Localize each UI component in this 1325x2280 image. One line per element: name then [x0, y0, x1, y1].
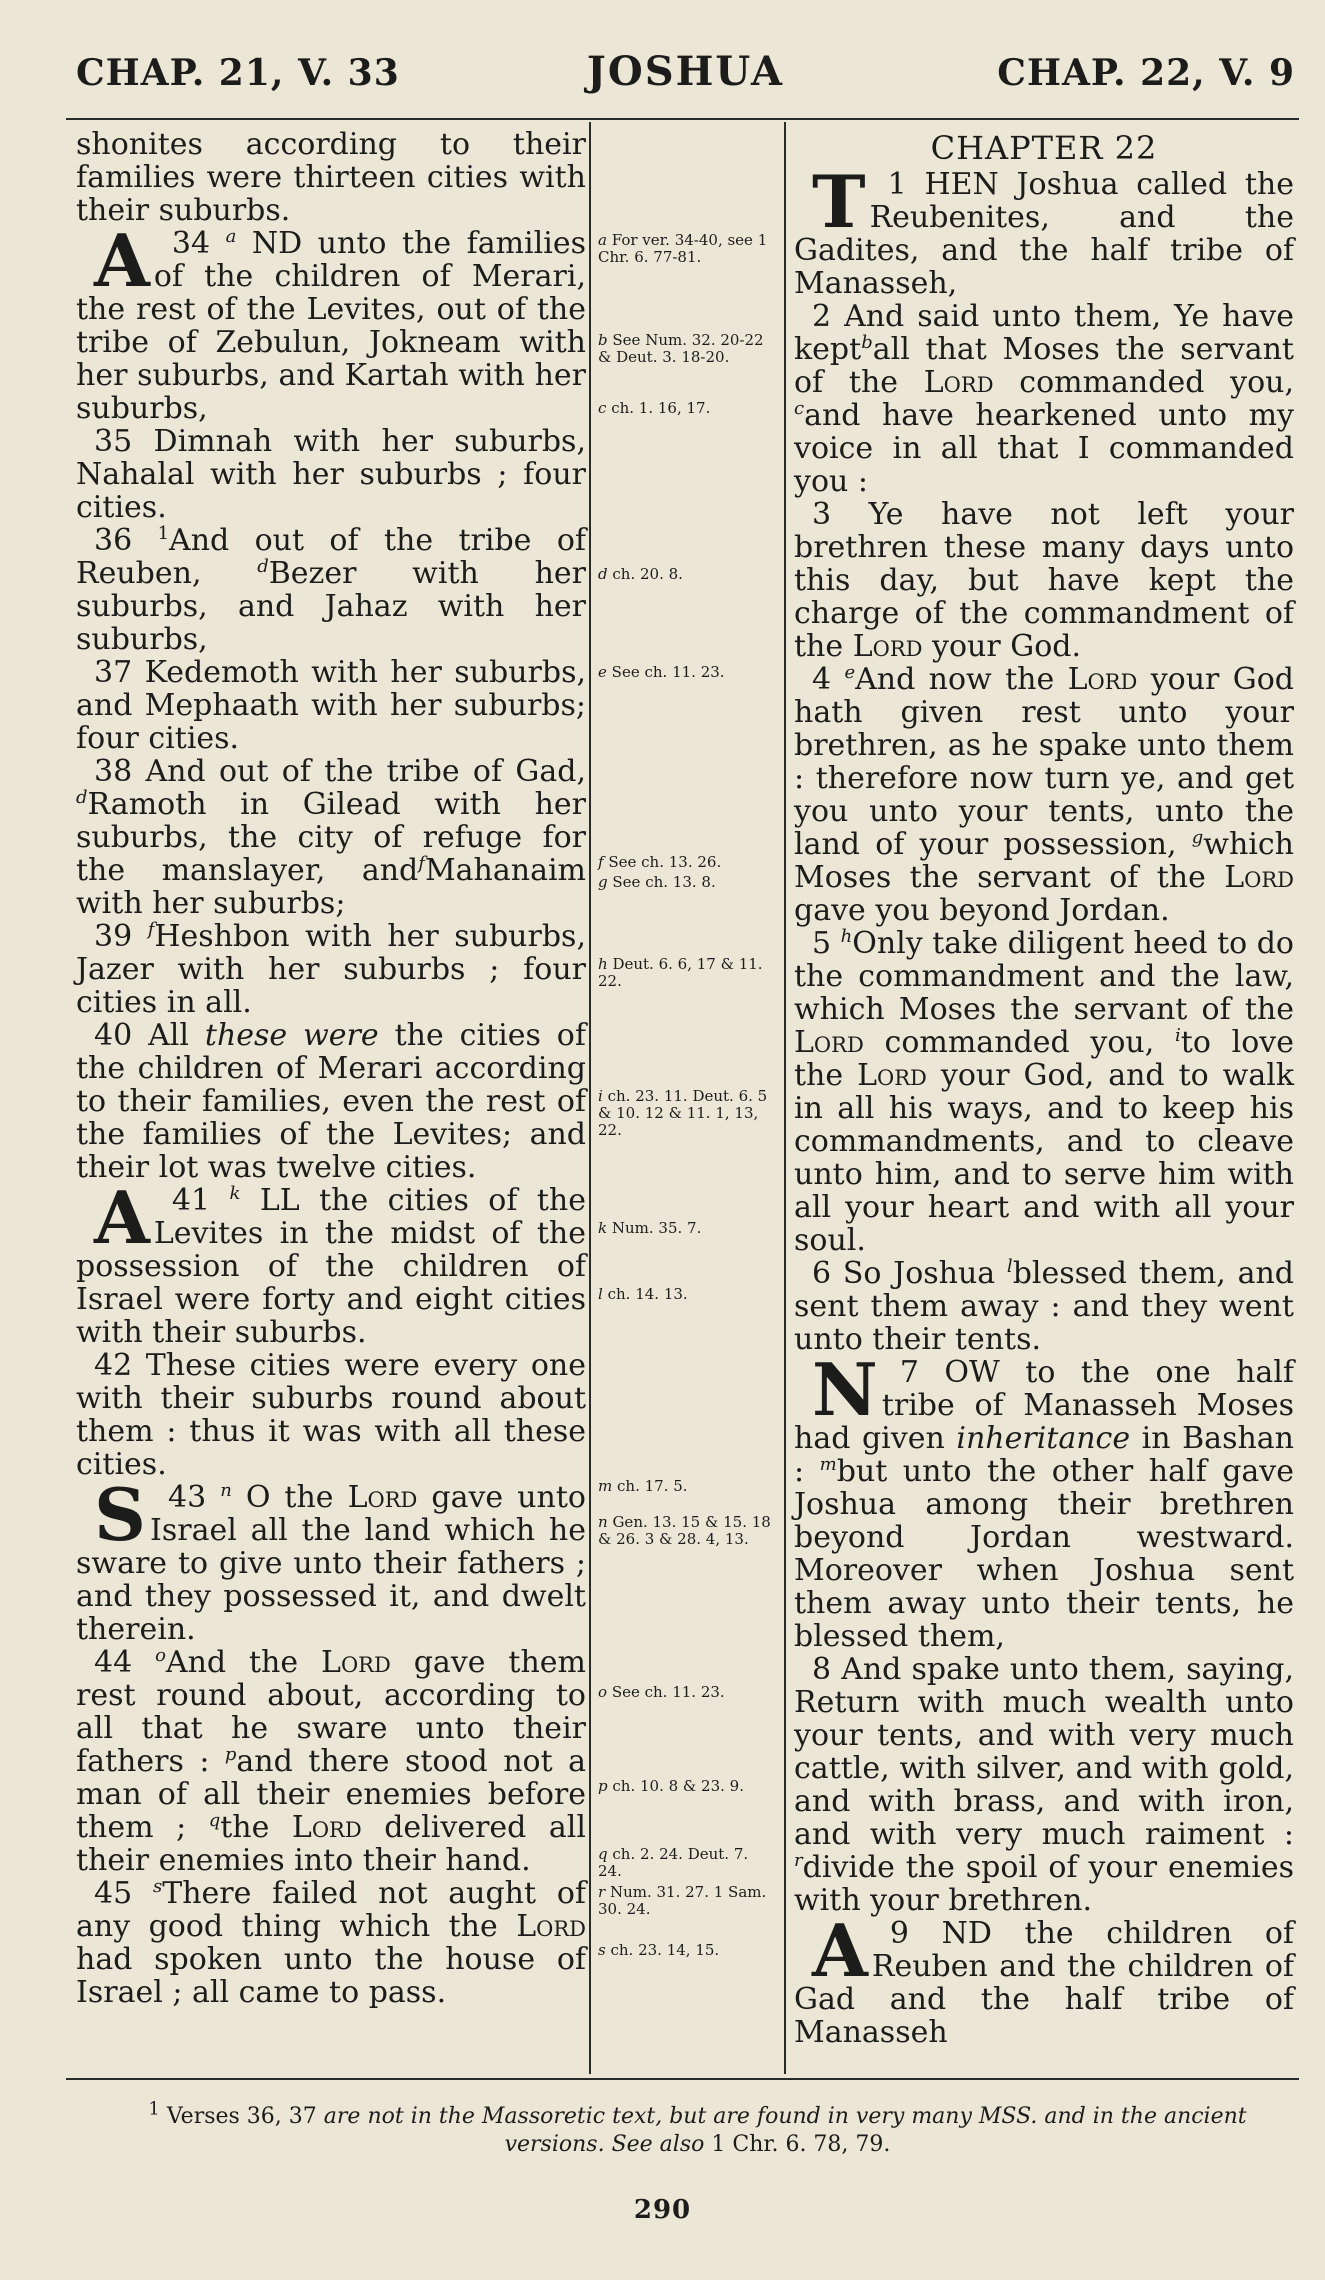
verse-text: And out of the tribe of Reuben, [76, 523, 586, 591]
verse-number: 41 [171, 1183, 211, 1218]
verse-text: LL the cities of the Levites in the midst of the possession of the children of Israel were forty and eight cities with their suburbs. [76, 1183, 586, 1350]
verse-number: 43 [168, 1480, 207, 1515]
reference-mark: d [257, 556, 269, 577]
ref-mark: o [598, 1683, 608, 1701]
running-header [76, 48, 1295, 112]
cross-reference [598, 232, 776, 266]
verse-text: blessed them, and sent them away : and they went unto their tents. [794, 1256, 1294, 1357]
ref-text: Deut. 6. 6, 17 & 11. 22. [598, 955, 763, 990]
ref-mark: m [598, 1477, 613, 1495]
divine-name: Lord [794, 1025, 864, 1060]
ref-text: ch. 23. 11. Deut. 6. 5 & 10. 12 & 11. 1, 13, 22. [598, 1087, 768, 1139]
verse-text: had spoken unto the house of Israel ; all came to pass. [76, 1942, 586, 2010]
ref-text: See ch. 13. 26. [608, 853, 722, 871]
ref-text: ch. 14. 13. [607, 1285, 688, 1303]
verse-45 [76, 1877, 586, 2009]
verse-text: divide the spoil of your enemies with your brethren. [794, 1850, 1294, 1918]
verse-text: HEN Joshua called the Reubenites, and the Gadites, and the half tribe of Manasseh, [794, 167, 1294, 301]
cross-reference [598, 1220, 776, 1237]
chapter-verse-right: CHAP. 22, V. 9 [997, 52, 1295, 94]
italic-text: inheritance [956, 1421, 1131, 1456]
verse-3 [794, 498, 1294, 663]
footnote-mark: 1 [157, 523, 170, 544]
footnote-text: Verses 36, 37 [166, 2104, 317, 2129]
verse-text: all that Moses the servant of the [794, 332, 1294, 400]
cross-reference [598, 854, 776, 871]
verse-text: gave unto Israel all the land which he sware to give unto their fathers ; and they possessed it, and dwelt therein. [76, 1480, 586, 1647]
ref-text: Num. 31. 27. 1 Sam. 30. 24. [598, 1883, 767, 1918]
cross-reference [598, 1478, 776, 1495]
divine-name: Lord [516, 1909, 586, 1944]
ref-text: ch. 23. 14, 15. [610, 1941, 720, 1959]
verse-42: 42 These cities were every one with their suburbs round about them : thus it was with all these cities. [76, 1348, 586, 1482]
verse-text: delivered all their enemies into their hand. [76, 1810, 586, 1878]
reference-mark: f [147, 919, 155, 940]
verse-2 [794, 300, 1294, 498]
footnote-italic: are not in the Massoretic text, but are found in very many MSS. and in the ancient versions. See also [323, 2104, 1247, 2157]
drop-cap: A [94, 1175, 150, 1260]
cross-reference [598, 332, 776, 366]
verse-text: ND the children of Reuben and the children of Gad and the half tribe of Manasseh [794, 1916, 1294, 2050]
verse-text: There failed not aught of any good thing which the [76, 1876, 586, 1944]
verse-number: 34 [171, 226, 211, 261]
verse-33-continuation: shonites according to their families were thirteen cities with their suburbs. [76, 127, 586, 228]
ref-text: See ch. 11. 23. [611, 663, 725, 681]
verse-text: Heshbon with her suburbs, Jazer with her suburbs ; four cities in all. [76, 919, 586, 1020]
reference-mark: f [418, 853, 425, 874]
ref-mark: b [598, 331, 608, 349]
verse-text: in Bashan : [794, 1421, 1294, 1489]
divine-name: Lord [347, 1480, 418, 1515]
footnote-mark: 1 [148, 2098, 160, 2120]
verse-39 [76, 920, 586, 1019]
cross-reference [598, 1942, 776, 1959]
divine-name: Lord [852, 629, 923, 664]
chapter-verse-left: CHAP. 21, V. 33 [76, 52, 400, 94]
verse-text: OW to the one half tribe of Manasseh Moses had given [794, 1355, 1294, 1456]
verse-text: And the [165, 1645, 299, 1680]
verse-44 [76, 1646, 586, 1877]
ref-text: For ver. 34-40, see 1 Chr. 6. 77-81. [598, 231, 768, 266]
reference-mark: h [840, 926, 853, 947]
cross-reference [598, 1684, 776, 1701]
verse-text: the cities of the children of Merari according to their families, even the rest of the families of the Levites; and their lot was twelve cities. [76, 1018, 586, 1185]
divine-name: Lord [321, 1645, 391, 1680]
ref-mark: c [598, 399, 607, 417]
footnote-text: 1 Chr. 6. 78, 79. [711, 2132, 891, 2157]
verse-9 [794, 1908, 1294, 2050]
cross-reference [598, 1286, 776, 1303]
verse-text: and there stood not a man of all their enemies before them ; [76, 1744, 586, 1845]
reference-mark: i [1175, 1025, 1181, 1046]
ref-text: Gen. 13. 15 & 15. 18 & 26. 3 & 28. 4, 13. [598, 1513, 771, 1548]
verse-text: Bezer with her suburbs, and Jahaz with her suburbs, [76, 556, 586, 657]
divine-name: Lord [857, 1058, 927, 1093]
ref-text: See Num. 32. 20-22 & Deut. 3. 18-20. [598, 331, 764, 366]
cross-reference [598, 1514, 776, 1548]
ref-text: ch. 2. 24. Deut. 7. 24. [598, 1845, 749, 1880]
book-title: JOSHUA [586, 48, 785, 95]
cross-reference [598, 664, 776, 681]
verse-text: commanded you, [884, 1025, 1155, 1060]
chapter-heading: CHAPTER 22 [930, 129, 1158, 167]
ref-text: ch. 20. 8. [612, 565, 683, 583]
verse-number: 7 [899, 1355, 919, 1390]
ref-mark: l [598, 1285, 603, 1303]
verse-number: 45 [94, 1876, 133, 1911]
ref-mark: g [598, 873, 608, 891]
verse-8 [794, 1653, 1294, 1917]
verse-number: 44 [94, 1645, 133, 1680]
ref-text: ch. 17. 5. [617, 1477, 688, 1495]
page-number: 290 [633, 2195, 692, 2225]
verse-text: gave you beyond Jordan. [794, 893, 1170, 928]
ref-mark: r [598, 1883, 606, 1901]
verse-43 [76, 1472, 586, 1647]
reference-mark: c [794, 398, 805, 419]
verse-number: 36 [94, 523, 133, 558]
cross-reference [598, 400, 776, 417]
ref-mark: a [598, 231, 607, 249]
verse-text: gave them rest round about, according to all that he sware unto their fathers : [76, 1645, 586, 1779]
verse-6 [794, 1257, 1294, 1356]
verse-text: 6 So Joshua [812, 1256, 996, 1291]
reference-mark: o [155, 1645, 166, 1666]
verse-number: 9 [889, 1916, 909, 1951]
verse-text: your God, and to walk in all his ways, and to keep his commandments, and to cleave unto him, and to serve him with all your heart and with all your soul. [794, 1058, 1295, 1258]
ref-text: See ch. 11. 23. [611, 1683, 725, 1701]
reference-mark: s [152, 1876, 163, 1897]
verse-text: 2 And said unto them, Ye have kept [794, 299, 1294, 367]
reference-mark: p [224, 1744, 237, 1765]
ref-mark: s [598, 1941, 606, 1959]
reference-mark: l [1006, 1256, 1013, 1277]
cross-reference [598, 566, 776, 583]
verse-text: 3 Ye have not left your brethren these many days unto this day, but have kept the charge of the commandment of the [794, 497, 1294, 664]
ref-mark: i [598, 1087, 603, 1105]
verse-text: Ramoth in Gilead with her suburbs, the city of refuge for the manslayer, and [76, 787, 586, 888]
reference-mark: e [844, 662, 856, 683]
verse-40 [76, 1019, 586, 1184]
verse-text: Mahanaim with her suburbs; [76, 853, 586, 921]
verse-text: O the [245, 1480, 334, 1515]
verse-text: And now the [855, 662, 1055, 697]
footnote [110, 2098, 1285, 2159]
verse-text: 8 And spake unto them, saying, Return with much wealth unto your tents, and with very much cattle, with silver, and with gold, and with brass, and with iron, and with very much raiment : [794, 1652, 1294, 1852]
verse-text: and have hearkened unto my voice in all that I commanded you : [794, 398, 1294, 499]
verse-text: commanded you, [1019, 365, 1294, 400]
verse-34 [76, 218, 586, 426]
verse-text: your God hath given rest unto your brethren, as he spake unto them : therefore now turn ye, and get you unto your tents, unto the land of your possession, [794, 662, 1294, 862]
ref-mark: h [598, 955, 608, 973]
ref-mark: q [598, 1845, 608, 1863]
verse-41 [76, 1175, 586, 1350]
verse-7 [794, 1347, 1294, 1654]
divine-name: Lord [1067, 662, 1138, 697]
reference-mark: a [225, 226, 237, 247]
divine-name: Lord [1224, 860, 1294, 895]
italic-text: these were [204, 1018, 379, 1053]
verse-text: 40 All [94, 1018, 189, 1053]
ref-mark: k [598, 1219, 608, 1237]
verse-text: but unto the other half gave Joshua among their brethren beyond Jordan westward. Moreover when Joshua sent them away unto their tents, he blessed them, [794, 1454, 1294, 1654]
verse-number: 5 [812, 926, 832, 961]
reference-mark: q [208, 1810, 221, 1831]
verse-text: which Moses the servant of the [794, 827, 1294, 895]
drop-cap: T [812, 159, 866, 244]
column-rule-left [589, 122, 591, 2074]
ref-mark: f [598, 853, 604, 871]
verse-text: the [220, 1810, 270, 1845]
verse-text: Only take diligent heed to do the commandment and the law, which Moses the servant of the [794, 926, 1294, 1027]
drop-cap: A [812, 1908, 868, 1993]
verse-4 [794, 663, 1294, 927]
reference-mark: g [1191, 827, 1204, 848]
verse-35: 35 Dimnah with her suburbs, Nahalal with her suburbs ; four cities. [76, 424, 586, 525]
ref-text: ch. 1. 16, 17. [611, 399, 711, 417]
footer-rule [66, 2078, 1299, 2080]
verse-37: 37 Kedemoth with her suburbs, and Mephaath with her suburbs; four cities. [76, 655, 586, 756]
cross-reference [598, 1088, 776, 1139]
verse-number: 4 [812, 662, 832, 697]
column-rule-right [784, 122, 786, 2074]
cross-reference [598, 1846, 776, 1880]
reference-mark: n [220, 1480, 232, 1501]
drop-cap: N [812, 1347, 878, 1432]
verse-text: your God. [932, 629, 1082, 664]
cross-reference [598, 874, 776, 891]
divine-name: Lord [923, 365, 994, 400]
header-rule [66, 118, 1299, 120]
verse-1 [794, 159, 1294, 301]
ref-mark: e [598, 663, 607, 681]
ref-mark: n [598, 1513, 608, 1531]
divine-name: Lord [291, 1810, 362, 1845]
left-text-column [76, 128, 586, 2009]
reference-mark: m [819, 1454, 837, 1475]
drop-cap: A [94, 218, 150, 303]
reference-mark: r [794, 1850, 803, 1871]
verse-text: ND unto the families of the children of Merari, the rest of the Levites, out of the tribe of Zebulun, Jokneam with her suburbs, and Kartah with her suburbs, [76, 226, 586, 426]
cross-reference [598, 1884, 776, 1918]
verse-number: 39 [94, 919, 133, 954]
ref-mark: p [598, 1777, 608, 1795]
cross-reference [598, 956, 776, 990]
verse-38 [76, 755, 586, 920]
right-text-column [794, 128, 1294, 2049]
ref-text: Num. 35. 7. [611, 1219, 702, 1237]
reference-mark: d [76, 787, 88, 808]
verse-36 [76, 524, 586, 656]
drop-cap: S [94, 1472, 146, 1557]
ref-mark: d [598, 565, 608, 583]
reference-mark: k [229, 1183, 241, 1204]
verse-text: to love the [794, 1025, 1295, 1093]
ref-text: See ch. 13. 8. [612, 873, 716, 891]
cross-reference [598, 1778, 776, 1795]
ref-text: ch. 10. 8 & 23. 9. [612, 1777, 744, 1795]
verse-5 [794, 927, 1294, 1257]
reference-mark: b [861, 332, 873, 353]
verse-text: 38 And out of the tribe of Gad, [94, 754, 586, 789]
verse-number: 1 [887, 167, 907, 202]
